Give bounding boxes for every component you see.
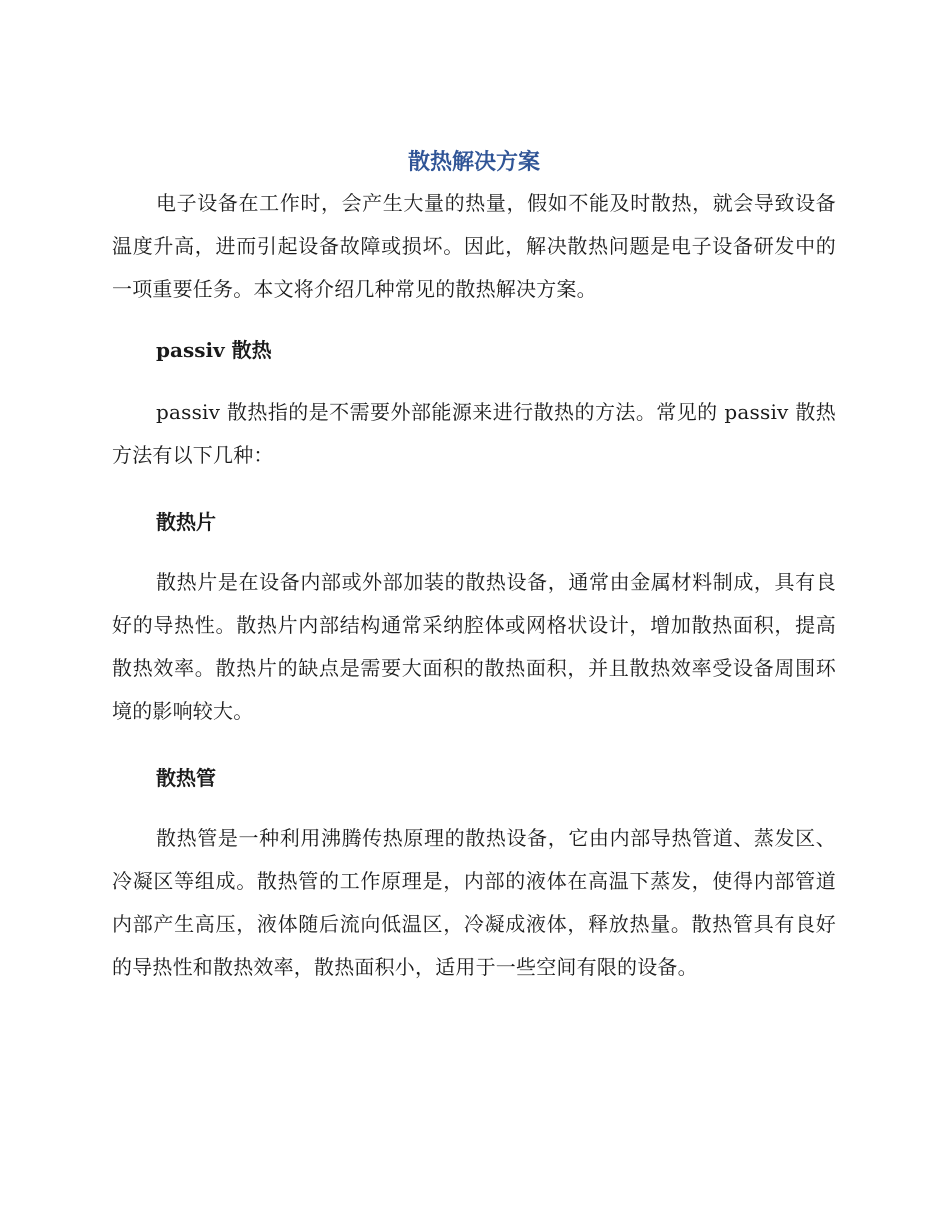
section-body-heat-sink: 散热片是在设备内部或外部加装的散热设备，通常由金属材料制成，具有良好的导热性。散热片内部结构通常采纳腔体或网格状设计，增加散热面积，提高散热效率。散热片的缺点是需要大面积的散热面积，并且散热效率受设备周围环境的影响较大。 [112, 570, 836, 723]
section-body-passive-cooling: passiv 散热指的是不需要外部能源来进行散热的方法。常见的 passiv 散热方法有以下几种： [112, 400, 836, 467]
section-body-heat-pipe: 散热管是一种利用沸腾传热原理的散热设备，它由内部导热管道、蒸发区、冷凝区等组成。散热管的工作原理是，内部的液体在高温下蒸发，使得内部管道内部产生高压，液体随后流向低温区，冷凝成液体，释放热量。散热管具有良好的导热性和散热效率，散热面积小，适用于一些空间有限的设备。 [112, 826, 836, 979]
intro-paragraph: 电子设备在工作时，会产生大量的热量，假如不能及时散热，就会导致设备温度升高，进而引起设备故障或损坏。因此，解决散热问题是电子设备研发中的一项重要任务。本文将介绍几种常见的散热解决方案。 [112, 191, 836, 301]
document-title: 散热解决方案 [407, 150, 540, 175]
document-page [112, 146, 836, 989]
section-heading-heat-sink: 散热片 [156, 510, 216, 534]
section-heading-heat-pipe: 散热管 [156, 766, 216, 790]
section-heading-passive-cooling: passiv 散热 [156, 338, 272, 362]
